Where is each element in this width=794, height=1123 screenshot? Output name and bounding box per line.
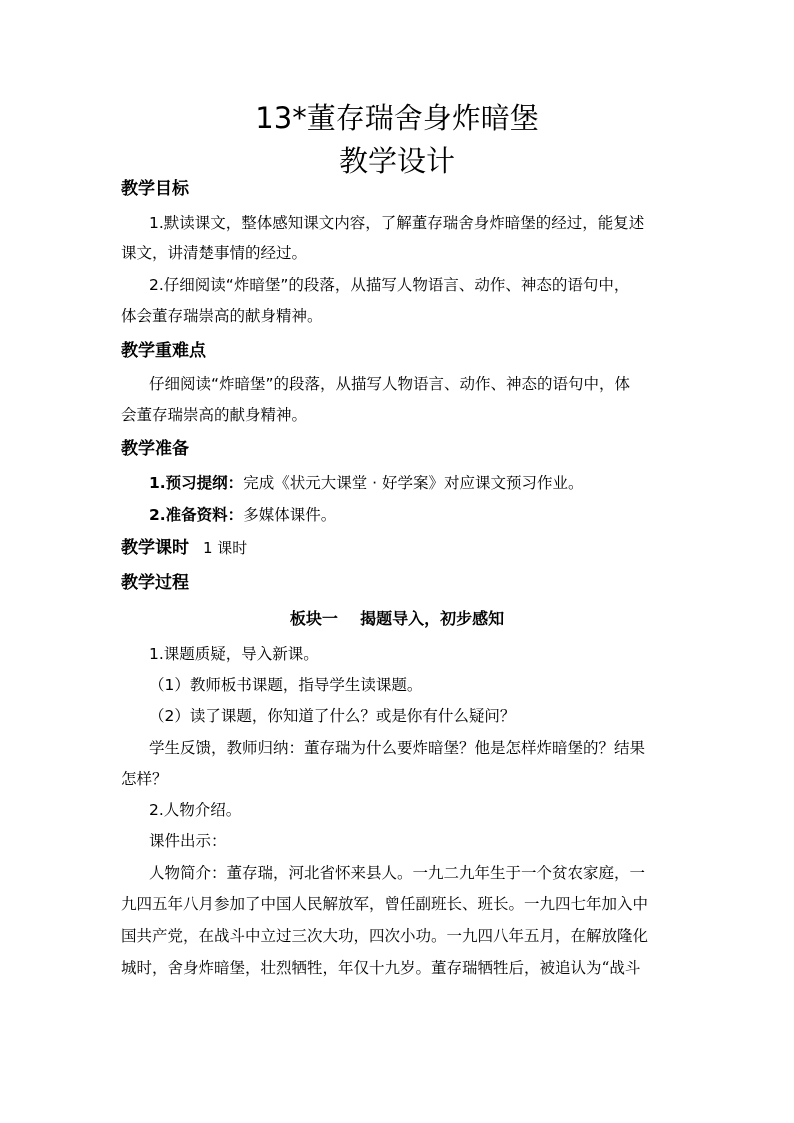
preparation-item1 xyxy=(149,471,583,495)
process-line-2: （1）教师板书课题，指导学生读课题。 xyxy=(149,676,423,694)
preparation-item1-text: 完成《状元大课堂 · 好学案》对应课文预习作业。 xyxy=(243,474,584,492)
preparation-item2-label: 2.准备资料： xyxy=(149,506,244,524)
period-heading: 教学课时 xyxy=(121,538,189,558)
key-points-line1: 仔细阅读“炸暗堡”的段落，从描写人物语言、动作、神态的语句中，体 xyxy=(149,375,631,393)
profile-line-2: 九四五年八月参加了中国人民解放军，曾任副班长、班长。一九四七年加入中 xyxy=(121,895,649,913)
preparation-item2-text: 多媒体课件。 xyxy=(243,506,337,524)
process-line-6: 课件出示： xyxy=(149,832,227,850)
process-heading: 教学过程 xyxy=(121,573,189,593)
goals-item2-line2: 体会董存瑞崇高的献身精神。 xyxy=(121,307,323,325)
goals-heading: 教学目标 xyxy=(121,179,189,199)
process-line-4a: 学生反馈，教师归纳：董存瑞为什么要炸暗堡？他是怎样炸暗堡的？结果 xyxy=(149,739,646,757)
goals-item1-line2: 课文，讲清楚事情的经过。 xyxy=(121,244,308,262)
process-line-3: （2）读了课题，你知道了什么？或是你有什么疑问？ xyxy=(149,707,516,725)
goals-item1-line1: 1.默读课文，整体感知课文内容，了解董存瑞舍身炸暗堡的经过，能复述 xyxy=(149,214,645,232)
period-value: 1 课时 xyxy=(203,539,248,557)
process-line-4b: 怎样？ xyxy=(121,770,168,788)
preparation-heading: 教学准备 xyxy=(121,439,189,459)
process-line-1: 1.课题质疑，导入新课。 xyxy=(149,645,319,663)
key-points-line2: 会董存瑞崇高的献身精神。 xyxy=(121,406,308,424)
profile-line-3: 国共产党，在战斗中立过三次大功，四次小功。一九四八年五月，在解放隆化 xyxy=(121,927,649,945)
document-subtitle: 教学设计 xyxy=(338,144,455,178)
preparation-item2 xyxy=(149,503,336,527)
key-points-heading: 教学重难点 xyxy=(121,341,206,361)
profile-line-1: 人物简介：董存瑞，河北省怀来县人。一九二九年生于一个贫农家庭，一 xyxy=(149,864,646,882)
document-title: 13*董存瑞舍身炸暗堡 xyxy=(255,101,539,135)
process-line-5: 2.人物介绍。 xyxy=(149,801,242,819)
period-row xyxy=(121,536,247,560)
goals-item2-line1: 2.仔细阅读“炸暗堡”的段落，从描写人物语言、动作、神态的语句中， xyxy=(149,276,630,294)
preparation-item1-label: 1.预习提纲： xyxy=(149,474,244,492)
block-one-title: 板块一 揭题导入，初步感知 xyxy=(289,609,505,628)
profile-line-4: 城时，舍身炸暗堡，壮烈牺牲，年仅十九岁。董存瑞牺牲后，被追认为“战斗 xyxy=(121,959,641,977)
